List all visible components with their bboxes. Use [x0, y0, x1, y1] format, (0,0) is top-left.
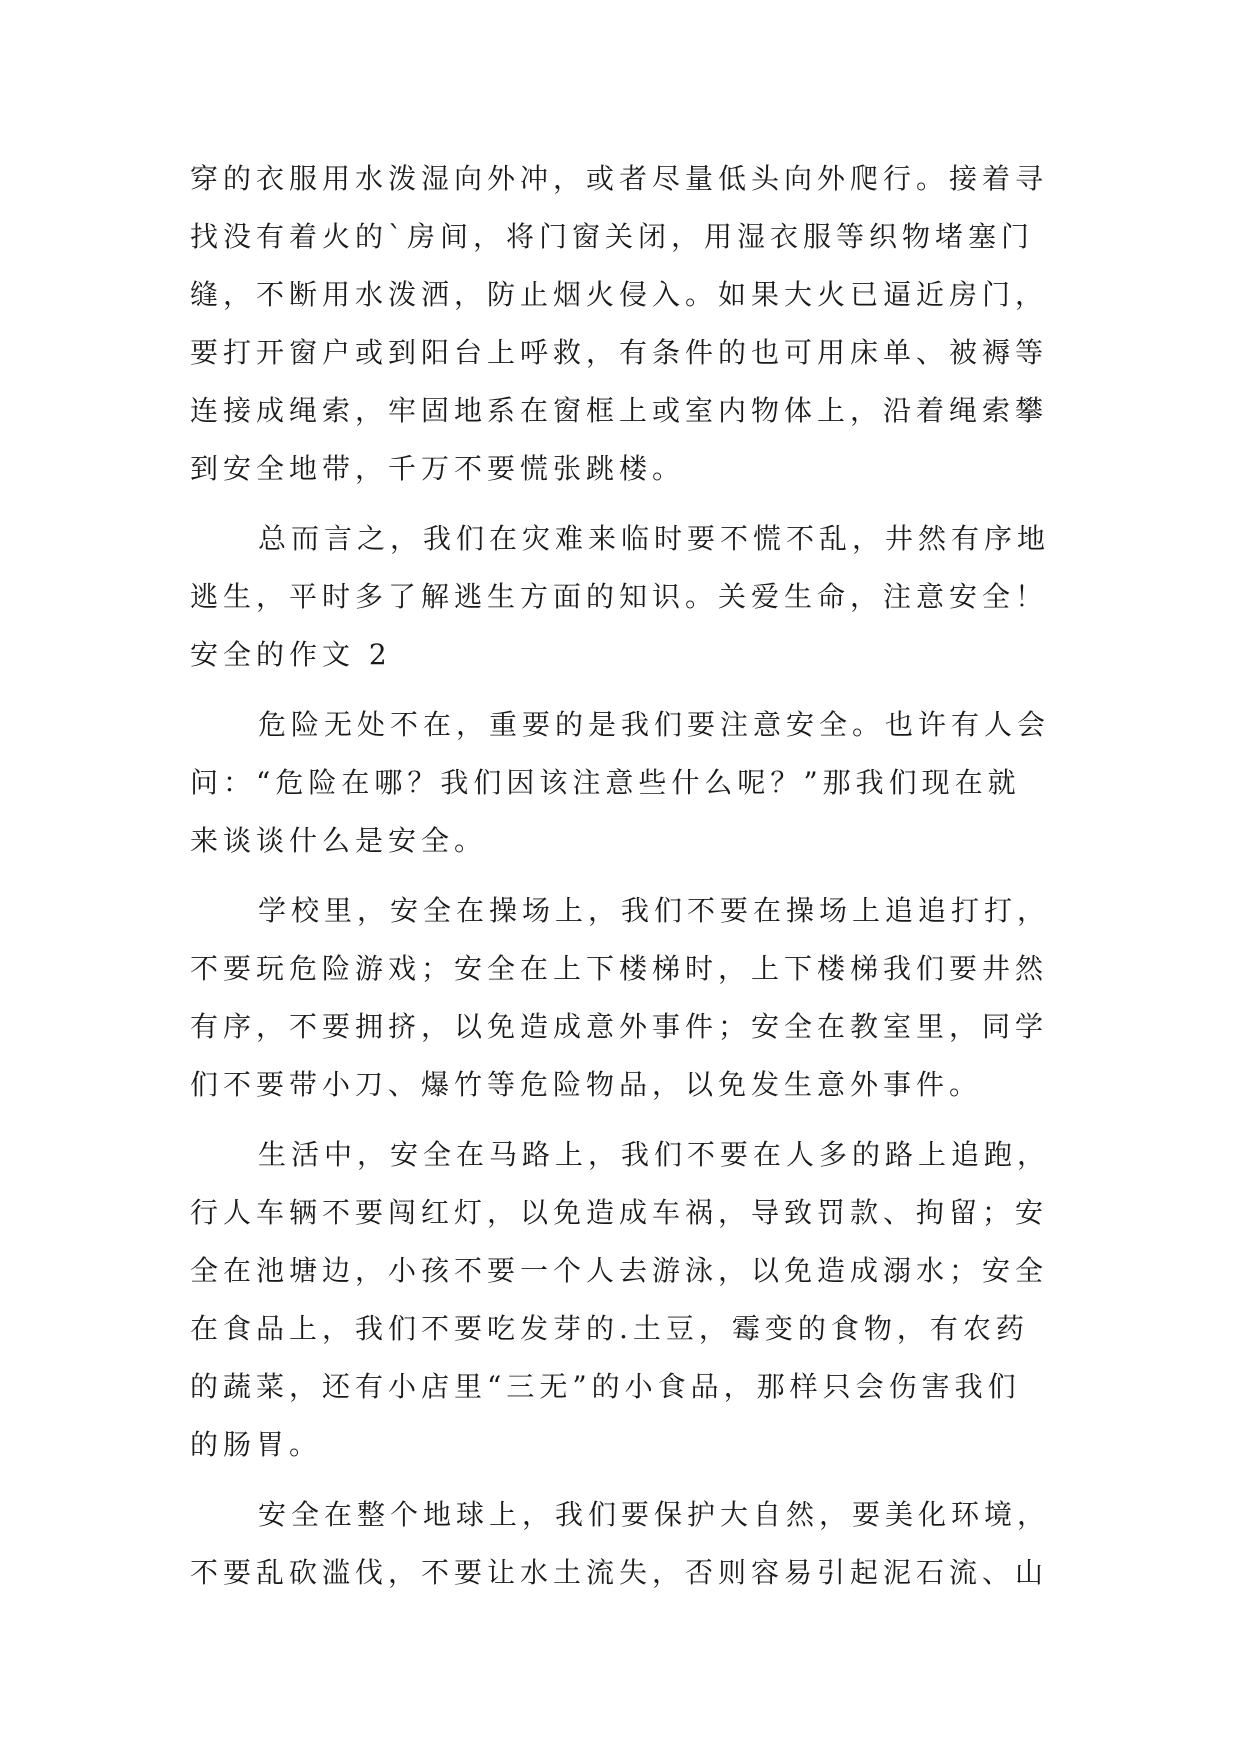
- text-line: 穿的衣服用水泼湿向外冲，或者尽量低头向外爬行。接着寻: [190, 162, 1049, 195]
- text-line: 来谈谈什么是安全。: [190, 824, 488, 857]
- text-line: 的蔬菜，还有小店里“三无”的小食品，那样只会伤害我们: [190, 1370, 1021, 1403]
- text-line: 到安全地带，千万不要慌张跳楼。: [190, 452, 686, 485]
- text-line: 找没有着火的`房间，将门窗关闭，用湿衣服等织物堵塞门: [190, 220, 1035, 253]
- text-line: 逃生，平时多了解逃生方面的知识。关爱生命，注意安全！: [190, 580, 1049, 613]
- paragraph: [190, 1486, 1050, 1602]
- text-line: 要打开窗户或到阳台上呼救，有条件的也可用床单、被褥等: [190, 336, 1049, 369]
- text-line: 生活中，安全在马路上，我们不要在人多的路上追跑，: [258, 1138, 1051, 1171]
- document-page: [190, 150, 1050, 1602]
- text-line: 缝，不断用水泼洒，防止烟火侵入。如果大火已逼近房门，: [190, 278, 1049, 311]
- paragraph: [190, 510, 1050, 626]
- text-line: 安全在整个地球上，我们要保护大自然，要美化环境，: [258, 1498, 1051, 1531]
- paragraph: [190, 1126, 1050, 1474]
- text-line: 总而言之，我们在灾难来临时要不慌不乱，井然有序地: [258, 522, 1051, 555]
- text-line: 连接成绳索，牢固地系在窗框上或室内物体上，沿着绳索攀: [190, 394, 1049, 427]
- text-line: 不要乱砍滥伐，不要让水土流失，否则容易引起泥石流、山: [190, 1556, 1049, 1589]
- text-line: 危险无处不在，重要的是我们要注意安全。也许有人会: [258, 708, 1051, 741]
- text-line: 在食品上，我们不要吃发芽的.土豆，霉变的食物，有农药: [190, 1312, 1029, 1345]
- text-line: 行人车辆不要闯红灯，以免造成车祸，导致罚款、拘留；安: [190, 1196, 1049, 1229]
- text-line: 们不要带小刀、爆竹等危险物品，以免发生意外事件。: [190, 1068, 983, 1101]
- paragraph: [190, 696, 1050, 870]
- text-line: 的肠胃。: [190, 1428, 323, 1461]
- text-line: 全在池塘边，小孩不要一个人去游泳，以免造成溺水；安全: [190, 1254, 1049, 1287]
- section-heading: 安全的作文 2: [190, 638, 392, 671]
- text-line: 不要玩危险游戏；安全在上下楼梯时，上下楼梯我们要井然: [190, 952, 1049, 985]
- text-line: 有序，不要拥挤，以免造成意外事件；安全在教室里，同学: [190, 1010, 1049, 1043]
- paragraph: [190, 882, 1050, 1114]
- text-line: 学校里，安全在操场上，我们不要在操场上追追打打，: [258, 894, 1051, 927]
- paragraph: [190, 150, 1050, 498]
- text-line: 问：“危险在哪？我们因该注意些什么呢？”那我们现在就: [190, 766, 1021, 799]
